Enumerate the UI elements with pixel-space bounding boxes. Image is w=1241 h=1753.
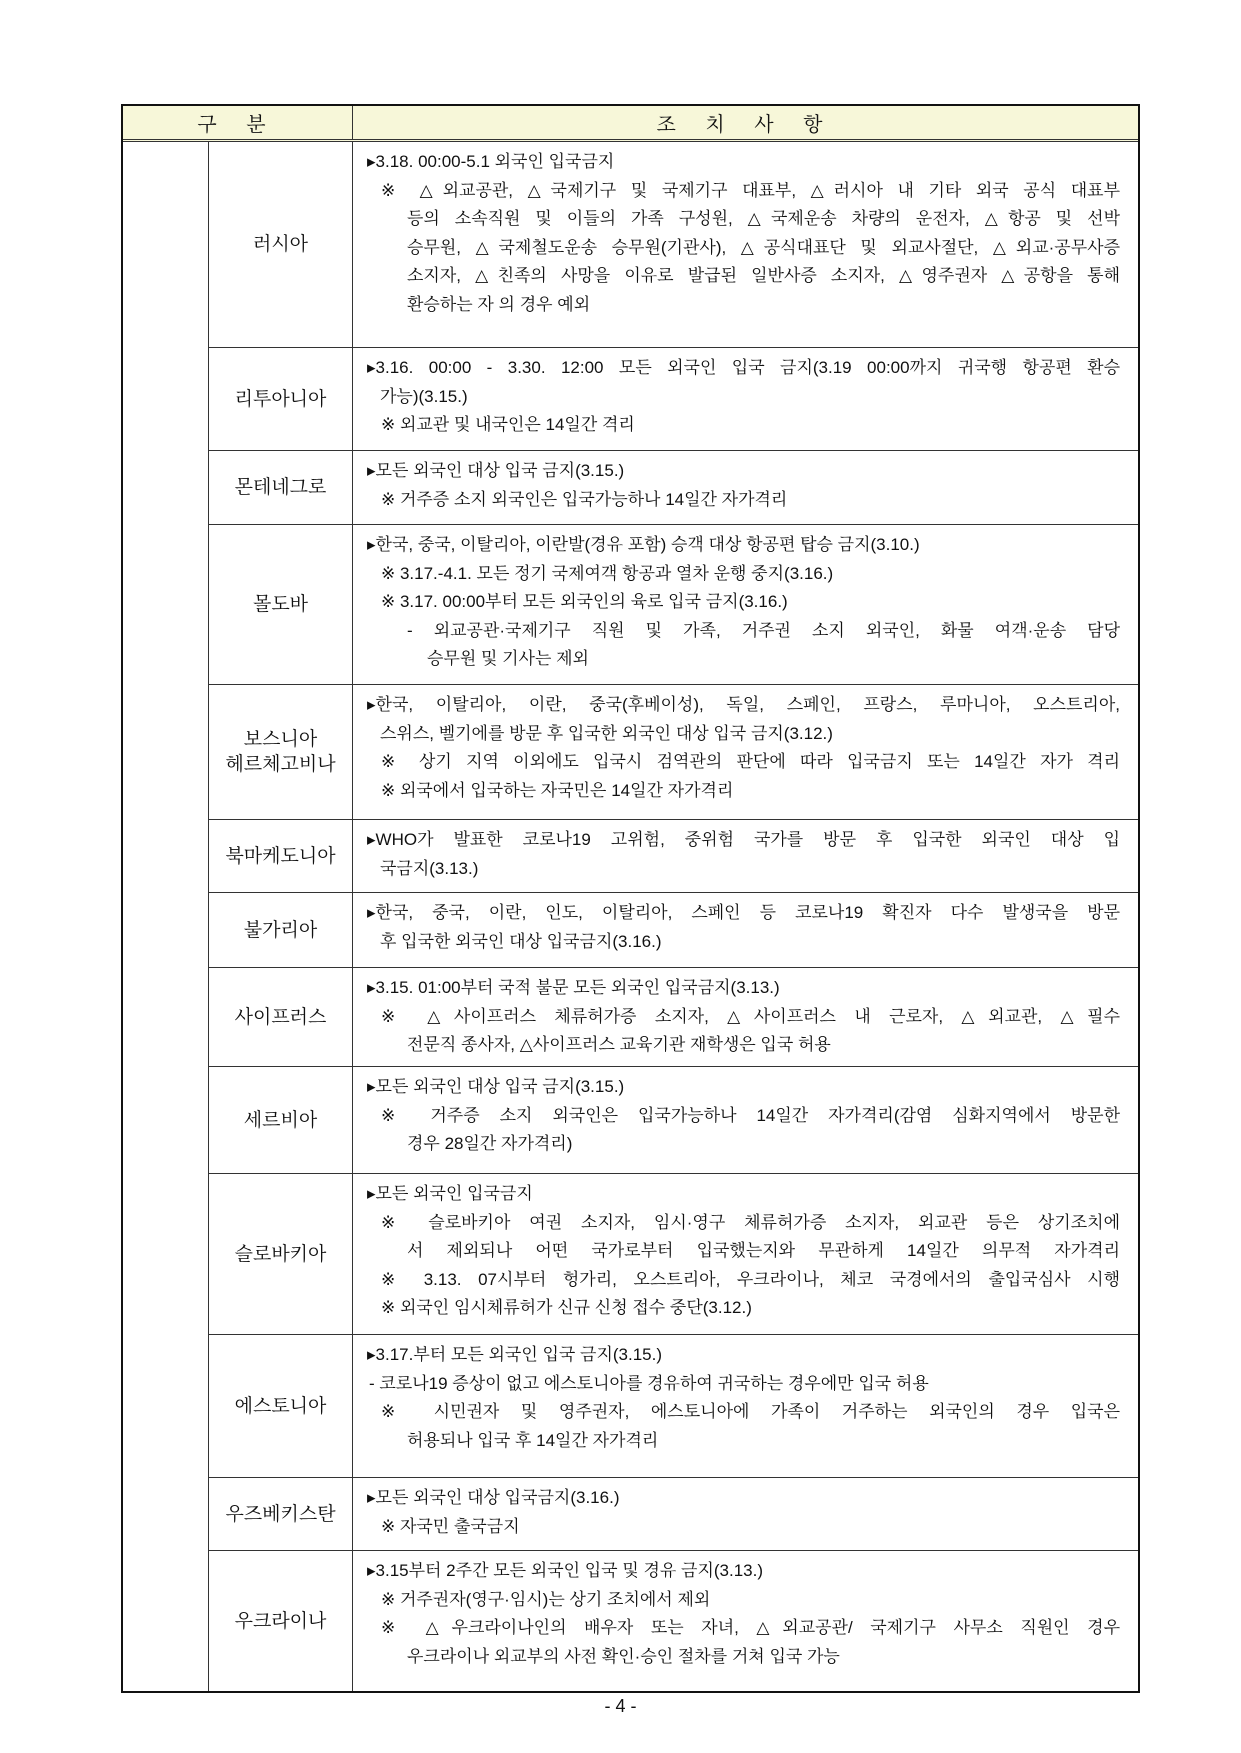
measures-cell xyxy=(353,142,1138,347)
measure-line: ※ 자국민 출국금지 xyxy=(381,1516,520,1536)
country-name: 북마케도니아 xyxy=(209,820,353,892)
measure-line: ▸한국, 이탈리아, 이란, 중국(후베이성), 독일, 스페인, 프랑스, 루마니아, 오스트리아, xyxy=(367,695,1120,714)
table-row xyxy=(209,1174,1138,1335)
measure-line: 전문직 종사자, △사이프러스 교육기관 재학생은 입국 허용 xyxy=(407,1035,831,1054)
table-row xyxy=(209,820,1138,893)
measures-cell xyxy=(353,968,1138,1066)
measure-line: ※ 외국인 임시체류허가 신규 신청 접수 중단(3.12.) xyxy=(381,1298,752,1317)
region-column xyxy=(123,142,209,1691)
country-name: 슬로바키아 xyxy=(209,1174,353,1334)
measure-line: 승무원, △국제철도운송 승무원(기관사), △공식대표단 및 외교사절단, △외교·공무사증 xyxy=(407,237,1120,257)
country-name: 사이프러스 xyxy=(209,968,353,1066)
measure-line: 국금지(3.13.) xyxy=(380,858,479,878)
measure-line: ※ 외교관 및 내국인은 14일간 격리 xyxy=(381,415,635,434)
measure-line: 경우 28일간 자가격리) xyxy=(407,1134,573,1153)
measure-line: - 외교공관·국제기구 직원 및 가족, 거주권 소지 외국인, 화물 여객·운송 담당 xyxy=(407,620,1120,640)
country-name: 세르비아 xyxy=(209,1067,353,1173)
measures-cell xyxy=(353,525,1138,684)
measure-line: ▸3.17.부터 모든 외국인 입국 금지(3.15.) xyxy=(367,1345,663,1364)
measure-line: ※ 상기 지역 이외에도 입국시 검역관의 판단에 따라 입국금지 또는 14일간 자가 격리 xyxy=(381,752,1120,771)
measure-line: ▸3.15부터 2주간 모든 외국인 입국 및 경유 금지(3.13.) xyxy=(367,1561,764,1580)
table-row xyxy=(209,1551,1138,1691)
measure-line: ※ 슬로바키아 여권 소지자, 임시·영구 체류허가증 소지자, 외교관 등은 상기조치에 xyxy=(381,1212,1120,1232)
measures-cell xyxy=(353,1478,1138,1550)
country-name: 에스토니아 xyxy=(209,1335,353,1477)
header-measures: 조 치 사 항 xyxy=(656,114,835,136)
country-name: 몰도바 xyxy=(209,525,353,684)
table-row xyxy=(209,1067,1138,1174)
table-row xyxy=(209,968,1138,1067)
measures-cell xyxy=(353,348,1138,450)
measure-line: ※ 거주증 소지 외국인은 입국가능하나 14일간 자가격리 xyxy=(381,489,788,509)
measure-line: 승무원 및 기사는 제외 xyxy=(427,649,589,668)
measure-line: ※ 거주증 소지 외국인은 입국가능하나 14일간 자가격리(감염 심화지역에서 방문한 xyxy=(381,1105,1120,1125)
table-body xyxy=(209,142,1138,1691)
table-row xyxy=(209,348,1138,451)
measure-line: ▸모든 외국인 대상 입국 금지(3.15.) xyxy=(367,461,625,480)
measure-line: 가능)(3.15.) xyxy=(380,386,468,406)
country-name: 불가리아 xyxy=(209,893,353,967)
measures-cell xyxy=(353,1067,1138,1173)
table-row xyxy=(209,525,1138,685)
measures-cell xyxy=(353,893,1138,967)
country-name: 우크라이나 xyxy=(209,1551,353,1691)
table-row xyxy=(209,142,1138,348)
measure-line: ▸모든 외국인 대상 입국금지(3.16.) xyxy=(367,1488,620,1507)
country-name: 보스니아 헤르체고비나 xyxy=(209,685,353,819)
table-row xyxy=(209,451,1138,525)
table-row xyxy=(209,1335,1138,1478)
table-row xyxy=(209,893,1138,968)
page-number: - 4 - xyxy=(604,1696,637,1716)
measure-line: ▸3.18. 00:00-5.1 외국인 입국금지 xyxy=(367,152,615,171)
country-name: 우즈베키스탄 xyxy=(209,1478,353,1550)
country-name: 몬테네그로 xyxy=(209,451,353,524)
measure-line: ※ 시민권자 및 영주권자, 에스토니아에 가족이 거주하는 외국인의 경우 입국은 xyxy=(381,1402,1120,1421)
measure-line: ▸한국, 중국, 이탈리아, 이란발(경유 포함) 승객 대상 항공편 탑승 금지(3.10.) xyxy=(367,535,920,554)
measures-cell xyxy=(353,1174,1138,1334)
measures-cell xyxy=(353,451,1138,524)
measure-line: ※ △외교공관, △국제기구 및 국제기구 대표부, △러시아 내 기타 외국 공식 대표부 xyxy=(381,180,1120,200)
measures-cell xyxy=(353,1551,1138,1691)
measure-line: ※ △우크라이나인의 배우자 또는 자녀, △외교공관/ 국제기구 사무소 직원인 경우 xyxy=(381,1618,1120,1637)
measure-line: ※ 3.17.-4.1. 모든 정기 국제여객 항공과 열차 운행 중지(3.16.) xyxy=(381,563,834,583)
measure-line: ※ 3.13. 07시부터 헝가리, 오스트리아, 우크라이나, 체코 국경에서의 출입국심사 시행 xyxy=(381,1269,1120,1289)
country-name: 러시아 xyxy=(209,142,353,347)
country-name: 리투아니아 xyxy=(209,348,353,450)
measure-line: 소지자, △친족의 사망을 이유로 발급된 일반사증 소지자, △영주권자 △공항을 통해 xyxy=(407,266,1120,285)
measures-cell xyxy=(353,820,1138,892)
measure-line: ※ 외국에서 입국하는 자국민은 14일간 자가격리 xyxy=(381,780,734,800)
measure-line: 후 입국한 외국인 대상 입국금지(3.16.) xyxy=(380,931,662,951)
measure-line: ▸모든 외국인 입국금지 xyxy=(367,1184,533,1203)
measure-line: - 코로나19 증상이 없고 에스토니아를 경유하여 귀국하는 경우에만 입국 허용 xyxy=(369,1373,929,1393)
measure-line: ▸WHO가 발표한 코로나19 고위험, 중위험 국가를 방문 후 입국한 외국인 대상 입 xyxy=(367,830,1120,849)
table-row xyxy=(209,1478,1138,1551)
measures-cell xyxy=(353,1335,1138,1477)
measure-line: ※ △사이프러스 체류허가증 소지자, △사이프러스 내 근로자, △외교관, △필수 xyxy=(381,1006,1120,1026)
table-header xyxy=(123,106,1138,142)
measure-line: ▸3.16. 00:00 - 3.30. 12:00 모든 외국인 입국 금지(3.19 00:00까지 귀국행 항공편 환승 xyxy=(367,358,1120,377)
measure-line: 스위스, 벨기에를 방문 후 입국한 외국인 대상 입국 금지(3.12.) xyxy=(380,723,833,743)
header-category: 구 분 xyxy=(123,106,353,139)
measure-line: ▸3.15. 01:00부터 국적 불문 모든 외국인 입국금지(3.13.) xyxy=(367,978,780,997)
measure-line: 우크라이나 외교부의 사전 확인·승인 절차를 거쳐 입국 가능 xyxy=(407,1646,840,1666)
measure-line: 환승하는 자 의 경우 예외 xyxy=(407,294,591,314)
measure-line: 등의 소속직원 및 이들의 가족 구성원, △국제운송 차량의 운전자, △항공 및 선박 xyxy=(407,209,1120,228)
measure-line: ※ 3.17. 00:00부터 모든 외국인의 육로 입국 금지(3.16.) xyxy=(381,592,788,611)
measure-line: ▸모든 외국인 대상 입국 금지(3.15.) xyxy=(367,1077,625,1096)
entry-restrictions-table xyxy=(121,104,1140,1693)
measure-line: 허용되나 입국 후 14일간 자가격리 xyxy=(407,1430,659,1450)
table-row xyxy=(209,685,1138,820)
measure-line: ▸한국, 중국, 이란, 인도, 이탈리아, 스페인 등 코로나19 확진자 다수 발생국을 방문 xyxy=(367,903,1120,922)
measure-line: 서 제외되나 어떤 국가로부터 입국했는지와 무관하게 14일간 의무적 자가격리 xyxy=(407,1241,1120,1260)
measures-cell xyxy=(353,685,1138,819)
measure-line: ※ 거주권자(영구·임시)는 상기 조치에서 제외 xyxy=(381,1589,711,1609)
